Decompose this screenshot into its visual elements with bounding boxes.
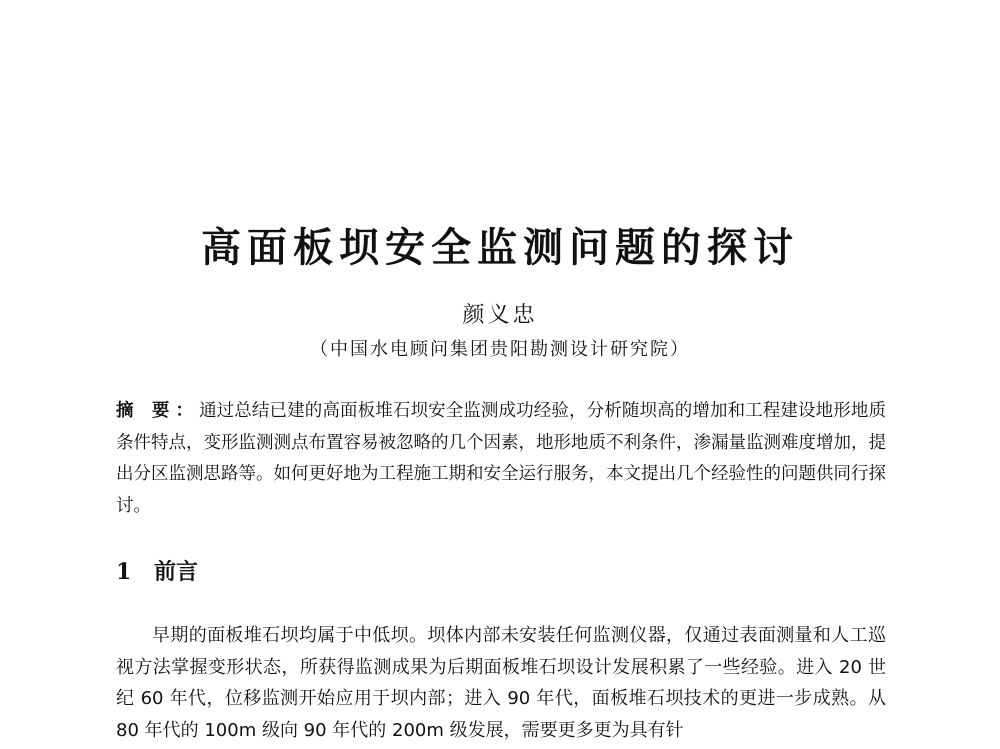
section-heading — [116, 556, 198, 589]
abstract-block — [116, 396, 886, 522]
body-paragraph: 早期的面板堆石坝均属于中低坝。坝体内部未安装任何监测仪器，仅通过表面测量和人工巡视方法掌握变形状态，所获得监测成果为后期面板堆石坝设计发展积累了一些经验。进入 20 世纪 60 年代，位移监测开始应用于坝内部；进入 90 年代，面板堆石坝技术的更进一步成熟。从 80 年代的 100m 级向 90 年代的 200m 级发展，需要更多更为具有针 — [116, 625, 886, 741]
abstract-text: 通过总结已建的高面板堆石坝安全监测成功经验，分析随坝高的增加和工程建设地形地质条件特点，变形监测测点布置容易被忽略的几个因素，地形地质不利条件，渗漏量监测难度增加，提出分区监测思路等。如何更好地为工程施工期和安全运行服务，本文提出几个经验性的问题供同行探讨。 — [116, 401, 886, 516]
abstract-label: 摘 要： — [116, 401, 200, 421]
section-title: 前言 — [154, 560, 199, 585]
paper-title: 高面板坝安全监测问题的探讨 — [201, 225, 799, 271]
author-name: 颜义忠 — [462, 303, 538, 328]
author-affiliation: （中国水电顾问集团贵阳勘测设计研究院） — [310, 339, 690, 360]
section-number: 1 — [116, 559, 132, 585]
